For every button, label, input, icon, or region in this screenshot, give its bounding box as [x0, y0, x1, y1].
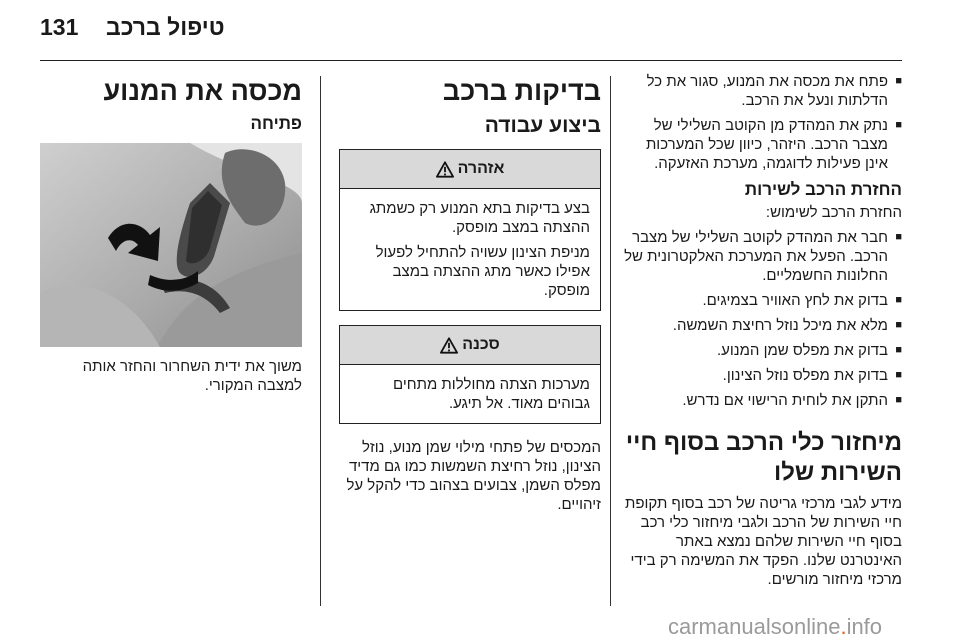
list-item: ■ מלא את מיכל נוזל רחיצת השמשה.: [619, 316, 902, 335]
left-column: [40, 72, 302, 401]
warning-text: מניפת הצינון עשויה להתחיל לפעול אפילו כאשר מתג ההצתה במצב מופסק.: [375, 244, 590, 299]
list-item: ■ בדוק את מפלס שמן המנוע.: [619, 341, 902, 360]
page-number: 131: [40, 14, 79, 40]
warning-triangle-icon: [436, 161, 454, 178]
column-divider-right: [610, 76, 611, 606]
list-item: ■ בדוק את מפלס נוזל הצינון.: [619, 366, 902, 385]
body-text-caps: המכסים של פתחי מילוי שמן מנוע, נוזל הצינון, נוזל רחיצת השמשות כמו גם מדיד מפלס השמן, צבועים בצהוב כדי להקל על זיהויים.: [346, 439, 601, 513]
right-column: [619, 72, 902, 595]
column-divider-left: [320, 76, 321, 606]
section-title-checks: בדיקות ברכב: [442, 76, 601, 106]
section-subtitle-opening: פתיחה: [250, 114, 302, 133]
recycling-title-line-1: מיחזור כלי הרכב בסוף חיי: [625, 429, 902, 456]
watermark-prefix: carmanualsonline: [668, 614, 841, 639]
warning-triangle-icon: [440, 337, 458, 354]
hood-release-lever-illustration: [40, 143, 302, 347]
watermark: [668, 614, 882, 640]
header-rule: [40, 60, 902, 61]
list-item: ■ התקן את לוחית הרישוי אם נדרש.: [619, 391, 902, 410]
watermark-dot: .: [840, 614, 847, 639]
image-caption: משוך את ידית השחרור והחזר אותה למצבה המקורי.: [82, 358, 302, 394]
caution-header: [340, 326, 600, 365]
caution-text: מערכות הצתה מחוללות מתחים גבוהים מאוד. אל תיגע.: [392, 376, 590, 412]
page-header-title: טיפול ברכב: [106, 14, 225, 40]
section-intro: החזרת הרכב לשימוש:: [765, 204, 902, 221]
section-subtitle-work: ביצוע עבודה: [484, 114, 601, 137]
warning-box: [339, 149, 601, 311]
list-item: ■ חבר את המהדק לקוטב השלילי של מצבר הרכב. הפעל את המערכת האלקטרונית של החלונות החשמליים.: [619, 228, 902, 285]
warning-text: בצע בדיקות בתא המנוע רק כשמתג ההצתה במצב מופסק.: [369, 200, 590, 236]
recycling-title: [619, 428, 902, 488]
caution-label: סכנה: [462, 336, 500, 353]
warning-header: [340, 150, 600, 189]
list-item: ■ נתק את המהדק מן הקוטב השלילי של מצבר הרכב. היזהר, כיוון שכל המערכות אינן פעילות לדוגמה, מערכת האזעקה.: [619, 116, 902, 173]
list-item: ■ בדוק את לחץ האוויר בצמיגים.: [619, 291, 902, 310]
section-title-hood: מכסה את המנוע: [103, 76, 302, 106]
recycling-title-line-2: השירות שלו: [773, 459, 902, 486]
list-item: ■ פתח את מכסה את המנוע, סגור את כל הדלתות ונעל את הרכב.: [619, 72, 902, 110]
section-title-return-service: החזרת הרכב לשירות: [744, 180, 902, 199]
warning-label: אזהרה: [457, 160, 505, 177]
recycling-text: מידע לגבי מרכזי גריטה של רכב בסוף תקופת חיי השירות של הרכב ולגבי מיחזור כלי רכב בסוף חיי השירות שלהם נמצא באתר האינטרנט שלנו. הפקד את המשימה רק בידי מרכזי מיחזור מורשים.: [625, 495, 902, 588]
middle-column: [339, 72, 601, 520]
caution-box: [339, 325, 601, 424]
watermark-suffix: info: [846, 614, 883, 639]
